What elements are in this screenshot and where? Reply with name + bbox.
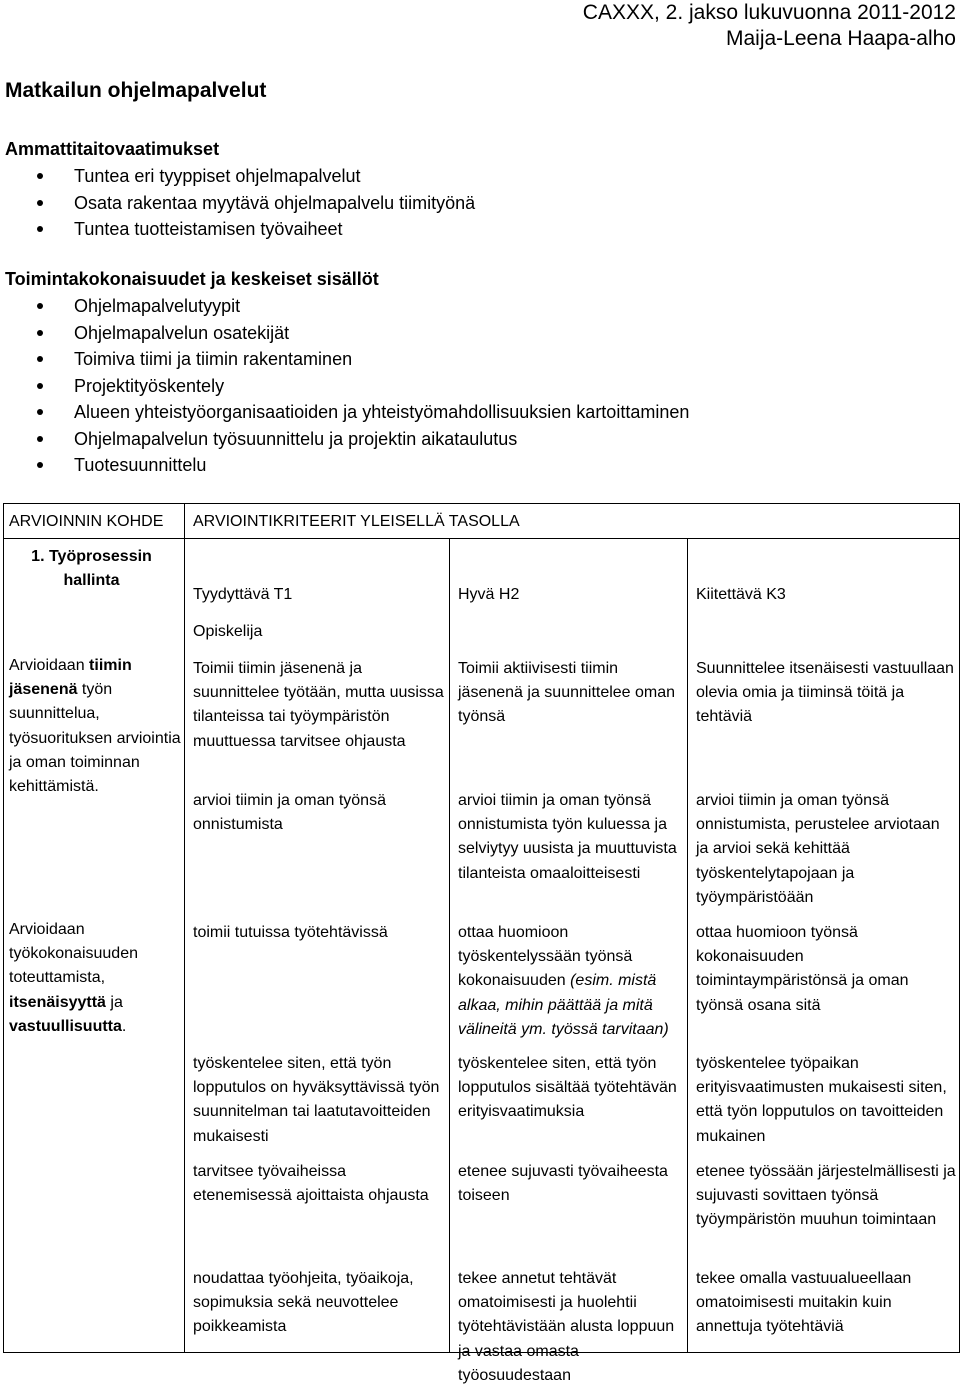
criterion-t1: arvioi tiimin ja oman työnsä onnistumista xyxy=(193,792,386,834)
criterion-h2: työskentelee siten, että työn lopputulos sisältää työtehtävän erityisvaatimuksia xyxy=(458,1055,677,1121)
student-label: Opiskelija xyxy=(193,623,263,640)
target-description-2: Arvioidaan työkokonaisuuden toteuttamista, itsenäisyyttä ja vastuullisuutta. xyxy=(9,921,138,1035)
criterion-k3: arvioi tiimin ja oman työnsä onnistumista, perustelee arviotaan ja arvioi sekä kehittää työskentelytapojaan ja työympäristöään xyxy=(696,792,940,906)
criterion-h2: arvioi tiimin ja oman työnsä onnistumista työn kuluessa ja selviytyy uusista ja muuttuvista tilanteista omaaloitteisesti xyxy=(458,792,677,882)
skills-list xyxy=(0,163,475,243)
target-description-1: Arvioidaan tiimin jäsenenä työn suunnittelua, työsuorituksen arviointia ja oman toiminnan kehittämistä. xyxy=(9,657,181,796)
list-item: Ohjelmapalvelun työsuunnittelu ja projektin aikataulutus xyxy=(0,426,689,453)
criteria-column-t1 xyxy=(185,539,450,1353)
target-title: 1. Työprosessin hallinta xyxy=(31,548,152,590)
section-heading-contents: Toimintakokonaisuudet ja keskeiset sisällöt xyxy=(5,269,379,289)
list-item: Tuntea tuotteistamisen työvaiheet xyxy=(0,216,475,243)
criterion-k3: tekee omalla vastuualueellaan omatoimisesti muitakin kuin annettuja työtehtäviä xyxy=(696,1270,912,1336)
table-row xyxy=(4,539,960,1353)
criterion-t1: toimii tutuissa työtehtävissä xyxy=(193,924,388,941)
assessment-table xyxy=(3,503,960,1384)
list-item: Tuntea eri tyyppiset ohjelmapalvelut xyxy=(0,163,475,190)
target-column xyxy=(4,539,185,1353)
criterion-t1: tarvitsee työvaiheissa etenemisessä ajoittaista ohjausta xyxy=(193,1163,429,1205)
criterion-h2: etenee sujuvasti työvaiheesta toiseen xyxy=(458,1163,668,1205)
header-target-label: ARVIOINNIN KOHDE xyxy=(9,513,164,530)
list-item: Osata rakentaa myytävä ohjelmapalvelu tiimityönä xyxy=(0,190,475,217)
level-label-h2: Hyvä H2 xyxy=(458,586,520,603)
criterion-k3: ottaa huomioon työnsä kokonaisuuden toimintaympäristönsä ja oman työnsä osana sitä xyxy=(696,924,909,1014)
criterion-t1: työskentelee siten, että työn lopputulos on hyväksyttävissä työn suunnitelman tai laatutavoitteiden mukaisesti xyxy=(193,1055,440,1145)
header-criteria-label: ARVIOINTIKRITEERIT YLEISELLÄ TASOLLA xyxy=(193,513,520,530)
contents-list xyxy=(0,293,689,479)
criterion-h2: Toimii aktiivisesti tiimin jäsenenä ja suunnittelee oman työnsä xyxy=(458,660,676,726)
criterion-h2: tekee annetut tehtävät omatoimisesti ja huolehtii työtehtävistään alusta loppuun ja vastaa omasta työosuudestaan xyxy=(458,1270,675,1384)
list-item: Tuotesuunnittelu xyxy=(0,452,689,479)
criterion-t1: noudattaa työohjeita, työaikoja, sopimuksia sekä neuvottelee poikkeamista xyxy=(193,1270,414,1336)
author-name: Maija-Leena Haapa-alho xyxy=(726,27,956,50)
level-label-t1: Tyydyttävä T1 xyxy=(193,586,293,603)
criterion-t1: Toimii tiimin jäsenenä ja suunnittelee työtään, mutta uusissa tilanteissa tai työympäristön muuttuessa tarvitsee ohjausta xyxy=(193,660,444,750)
list-item: Ohjelmapalvelun osatekijät xyxy=(0,320,689,347)
section-heading-skills: Ammattitaitovaatimukset xyxy=(5,139,220,159)
header-cell-target xyxy=(4,504,185,539)
table-header-row xyxy=(4,504,960,539)
criteria-column-k3 xyxy=(688,539,960,1353)
list-item: Alueen yhteistyöorganisaatioiden ja yhteistyömahdollisuuksien kartoittaminen xyxy=(0,399,689,426)
course-info: CAXXX, 2. jakso lukuvuonna 2011-2012 xyxy=(582,1,956,24)
document-title: Matkailun ohjelmapalvelut xyxy=(5,79,267,102)
criterion-h2: ottaa huomioon työskentelyssään työnsä kokonaisuuden (esim. mistä alkaa, mihin päättää ja mitä välineitä ym. työssä tarvitaan) xyxy=(458,924,669,1038)
criterion-k3: työskentelee työpaikan erityisvaatimusten mukaisesti siten, että työn lopputulos on tavoitteiden mukainen xyxy=(696,1055,947,1145)
criterion-k3: etenee työssään järjestelmällisesti ja sujuvasti sovittaen työnsä työympäristön muuhun toimintaan xyxy=(696,1163,956,1229)
document-header xyxy=(583,0,956,52)
criteria-column-h2 xyxy=(450,539,688,1384)
list-item: Ohjelmapalvelutyypit xyxy=(0,293,689,320)
level-label-k3: Kiitettävä K3 xyxy=(696,586,786,603)
criterion-k3: Suunnittelee itsenäisesti vastuullaan olevia omia ja tiiminsä töitä ja tehtäviä xyxy=(696,660,954,726)
header-cell-criteria xyxy=(185,504,960,539)
list-item: Toimiva tiimi ja tiimin rakentaminen xyxy=(0,346,689,373)
list-item: Projektityöskentely xyxy=(0,373,689,400)
